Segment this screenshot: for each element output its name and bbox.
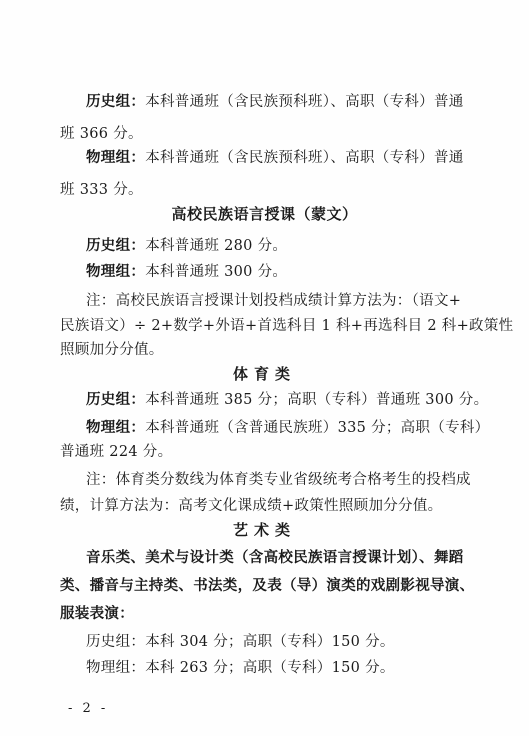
- sports-history-line: [86, 390, 488, 410]
- mongolian-history-text: 本科普通班 280 分。: [145, 238, 288, 254]
- physics-group-line-cont: 班 333 分。: [60, 182, 143, 198]
- arts-categories-line-1: 音乐类、美术与设计类（含高校民族语言授课计划）、舞蹈: [86, 549, 464, 566]
- physics-group-text: 本科普通班（含民族预科班）、高职（专科）普通: [145, 150, 464, 166]
- section-heading-mongolian: 高校民族语言授课（蒙文）: [171, 205, 358, 223]
- section-heading-arts: 艺术类: [232, 521, 296, 539]
- arts-history-line: 历史组：本科 304 分；高职（专科）150 分。: [86, 634, 395, 650]
- history-group-line: [86, 92, 464, 112]
- sports-history-label: 历史组：: [86, 391, 146, 408]
- physics-group-label: 物理组：: [86, 149, 146, 166]
- mongolian-history-label: 历史组：: [86, 237, 146, 254]
- arts-categories-line-3: 服装表演：: [60, 605, 134, 622]
- physics-group-line: [86, 148, 464, 168]
- mongolian-physics-line: [86, 262, 287, 282]
- mongolian-note-line-1: 注：高校民族语言授课计划投档成绩计算方法为：（语文+: [86, 293, 462, 309]
- sports-note-line-1: 注：体育类分数线为体育类专业省级统考合格考生的投档成: [86, 472, 471, 488]
- mongolian-physics-text: 本科普通班 300 分。: [145, 264, 288, 280]
- history-group-text: 本科普通班（含民族预科班）、高职（专科）普通: [145, 94, 464, 110]
- mongolian-note-line-2: 民族语文）÷ 2+数学+外语+首选科目 1 科+再选科目 2 科+政策性: [60, 318, 514, 334]
- mongolian-history-line: [86, 236, 287, 256]
- arts-categories-line-2: 类、播音与主持类、书法类，及表（导）演类的戏剧影视导演、: [60, 577, 475, 594]
- arts-physics-line: 物理组：本科 263 分；高职（专科）150 分。: [86, 660, 395, 676]
- sports-history-text: 本科普通班 385 分；高职（专科）普通班 300 分。: [145, 392, 489, 408]
- sports-physics-line: [86, 418, 490, 438]
- sports-note-line-2: 绩，计算方法为：高考文化课成绩+政策性照顾加分分值。: [60, 498, 443, 514]
- sports-physics-line-cont: 普通班 224 分。: [60, 444, 173, 460]
- history-group-label: 历史组：: [86, 93, 146, 110]
- page-number: - 2 -: [68, 701, 109, 716]
- mongolian-physics-label: 物理组：: [86, 263, 146, 280]
- history-group-line-cont: 班 366 分。: [60, 126, 143, 142]
- sports-physics-label: 物理组：: [86, 419, 146, 436]
- mongolian-note-line-3: 照顾加分分值。: [60, 342, 164, 358]
- section-heading-sports: 体育类: [232, 365, 296, 383]
- sports-physics-text: 本科普通班（含普通民族班）335 分；高职（专科）: [145, 420, 490, 436]
